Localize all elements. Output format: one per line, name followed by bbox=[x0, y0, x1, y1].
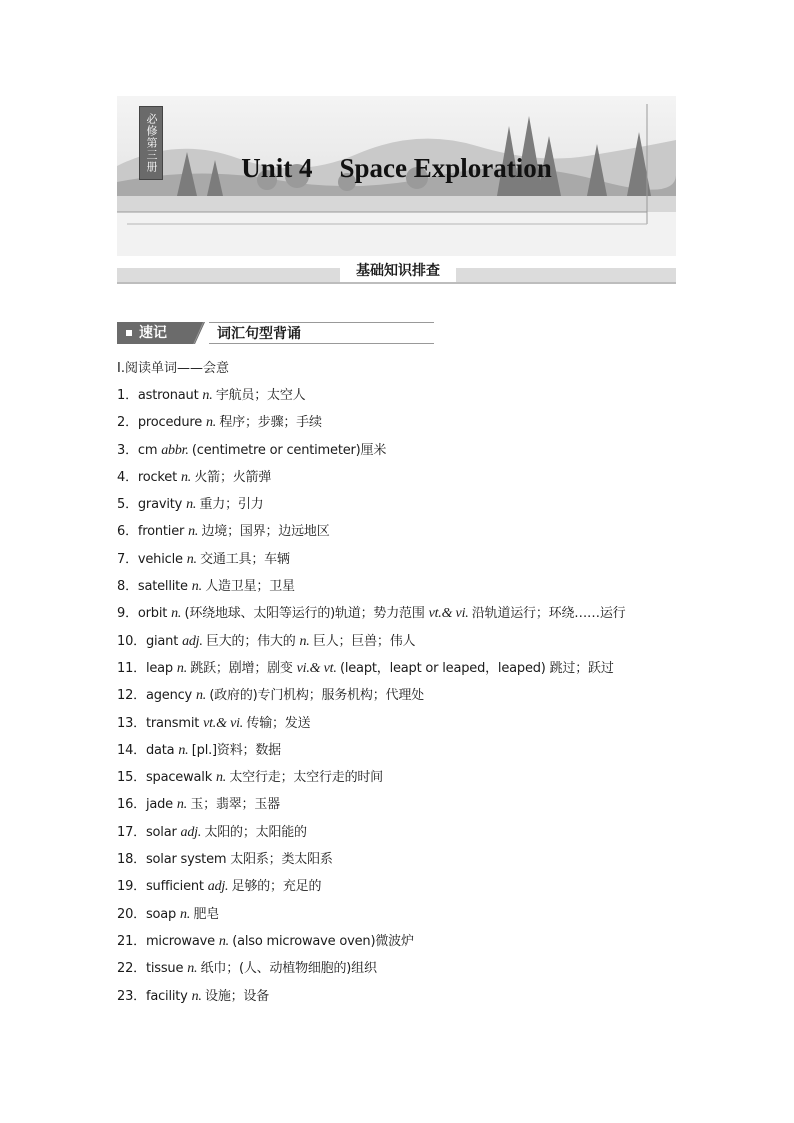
vocab-item bbox=[117, 550, 687, 577]
vocab-item bbox=[117, 686, 687, 713]
vocab-meaning: [pl.]资料；数据 bbox=[191, 742, 281, 758]
vocab-number: 8． bbox=[117, 579, 138, 595]
vocab-number: 22． bbox=[117, 961, 146, 977]
vocab-meaning: 程序；步骤；手续 bbox=[219, 415, 322, 431]
vocab-item bbox=[117, 741, 687, 768]
vocab-number: 6． bbox=[117, 524, 138, 540]
part-of-speech: n. bbox=[218, 933, 233, 949]
vocab-item bbox=[117, 714, 687, 741]
vocab-word: transmit bbox=[145, 715, 204, 731]
vocab-meaning: 宇航员；太空人 bbox=[215, 388, 306, 403]
vocab-item bbox=[117, 577, 687, 604]
part-of-speech: n. bbox=[176, 797, 191, 813]
section-title: 基础知识排查 bbox=[340, 260, 456, 282]
part-of-speech: adj. bbox=[207, 879, 232, 895]
square-bullet-icon bbox=[126, 330, 132, 336]
vocab-word: solar system bbox=[145, 852, 231, 868]
vocab-number: 2． bbox=[117, 415, 138, 431]
vocab-word: data bbox=[145, 742, 179, 758]
vocab-meaning: 太空行走；太空行走的时间 bbox=[229, 770, 383, 786]
vocab-number: 5． bbox=[117, 497, 138, 513]
vocab-item bbox=[117, 632, 687, 659]
subsection-heading: Ⅰ.阅读单词——会意 bbox=[117, 361, 229, 376]
part-of-speech: n. bbox=[178, 742, 192, 758]
vocab-number: 21． bbox=[117, 933, 146, 949]
part-of-speech: n. bbox=[191, 988, 206, 1004]
unit-title: Unit 4 Space Exploration bbox=[241, 153, 552, 183]
vocab-item bbox=[117, 468, 687, 495]
vocab-item bbox=[117, 659, 687, 686]
part-of-speech: n. bbox=[180, 469, 195, 485]
vocab-item bbox=[117, 441, 687, 468]
vocab-word: leap bbox=[145, 660, 177, 676]
vocab-word: procedure bbox=[137, 415, 206, 431]
vocab-item bbox=[117, 905, 687, 932]
vocab-item bbox=[117, 386, 687, 413]
vocab-item bbox=[117, 413, 687, 440]
vocab-meaning: 太阳的；太阳能的 bbox=[204, 824, 307, 840]
vocab-meaning: 纸巾；(人、动植物细胞的)组织 bbox=[200, 961, 377, 977]
vocab-item bbox=[117, 932, 687, 959]
part-of-speech: n. bbox=[202, 388, 216, 403]
vocab-number: 19． bbox=[117, 879, 146, 895]
part-of-speech: vt.& vi. bbox=[203, 715, 247, 731]
vocab-word: facility bbox=[145, 988, 192, 1004]
vocab-word: rocket bbox=[137, 469, 181, 485]
part-of-speech: n. bbox=[191, 579, 206, 595]
vocab-meaning-2: 巨人；巨兽；伟人 bbox=[312, 633, 416, 649]
vocab-item bbox=[117, 823, 687, 850]
vocab-meaning: 足够的；充足的 bbox=[231, 879, 322, 895]
part-of-speech: n. bbox=[195, 688, 210, 704]
part-of-speech: n. bbox=[205, 415, 220, 431]
part-of-speech-2: vt.& vi. bbox=[428, 606, 472, 622]
part-of-speech: n. bbox=[171, 606, 185, 622]
tag-slant-decoration bbox=[195, 322, 205, 344]
volume-tag: 必修第三册 bbox=[139, 106, 163, 180]
vocab-word: giant bbox=[145, 633, 183, 649]
vocab-meaning: 火箭；火箭弹 bbox=[194, 469, 272, 485]
vocab-number: 18． bbox=[117, 852, 146, 868]
vocab-word: solar bbox=[145, 824, 181, 840]
vocab-word: astronaut bbox=[137, 388, 203, 403]
part-of-speech-2: vi.& vt. bbox=[296, 660, 340, 676]
vocab-item bbox=[117, 768, 687, 795]
part-of-speech: n. bbox=[186, 497, 200, 513]
section-bar-underline bbox=[117, 282, 676, 284]
vocab-meaning: 太阳系；类太阳系 bbox=[230, 852, 333, 868]
vocab-number: 20． bbox=[117, 906, 146, 922]
vocab-item bbox=[117, 495, 687, 522]
part-of-speech: n. bbox=[188, 524, 202, 540]
vocab-number: 13． bbox=[117, 715, 146, 731]
vocab-word: orbit bbox=[137, 606, 172, 622]
vocab-meaning: (环绕地球、太阳等运行的)轨道；势力范围 bbox=[184, 606, 429, 622]
vocab-number: 4． bbox=[117, 469, 138, 485]
part-of-speech: n. bbox=[187, 961, 201, 977]
vocab-item bbox=[117, 850, 687, 877]
vocab-meaning: (centimetre or centimeter)厘米 bbox=[191, 442, 387, 458]
vocab-meaning: 交通工具；车辆 bbox=[200, 551, 290, 567]
vocab-meaning: 传输；发送 bbox=[246, 715, 311, 731]
tag-dark-text: 速记 bbox=[139, 325, 167, 341]
vocab-number: 10． bbox=[117, 633, 146, 649]
vocab-word: microwave bbox=[145, 933, 219, 949]
part-of-speech: n. bbox=[180, 906, 194, 922]
part-of-speech: n. bbox=[215, 770, 230, 786]
part-of-speech: abbr. bbox=[161, 442, 192, 458]
vocab-number: 3． bbox=[117, 442, 138, 458]
vocab-number: 7． bbox=[117, 551, 138, 567]
vocab-meaning: (also microwave oven)微波炉 bbox=[232, 933, 414, 949]
vocab-meaning: 重力；引力 bbox=[199, 497, 264, 513]
vocab-meaning: 设施；设备 bbox=[205, 988, 270, 1004]
part-of-speech: adj. bbox=[182, 633, 206, 649]
vocab-number: 12． bbox=[117, 688, 146, 704]
vocab-word: tissue bbox=[145, 961, 188, 977]
vocab-item bbox=[117, 522, 687, 549]
vocab-item bbox=[117, 604, 687, 631]
vocab-word: satellite bbox=[137, 579, 192, 595]
part-of-speech-2: n. bbox=[299, 633, 313, 649]
vocab-number: 23． bbox=[117, 988, 146, 1004]
vocab-number: 11． bbox=[117, 660, 146, 676]
vocab-word: agency bbox=[145, 688, 196, 704]
vocab-meaning: 边境；国界；边远地区 bbox=[201, 524, 330, 540]
vocab-word: jade bbox=[145, 797, 177, 813]
vocab-meaning: 人造卫星；卫星 bbox=[205, 579, 295, 595]
part-of-speech: n. bbox=[186, 551, 201, 567]
tag-light-text: 词汇句型背诵 bbox=[217, 326, 301, 342]
vocab-item bbox=[117, 987, 687, 1014]
vocab-item bbox=[117, 795, 687, 822]
vocab-number: 1． bbox=[117, 388, 138, 403]
part-of-speech: adj. bbox=[180, 824, 205, 840]
vocab-word: gravity bbox=[137, 497, 187, 513]
vocab-number: 9． bbox=[117, 606, 138, 622]
vocab-word: soap bbox=[145, 906, 181, 922]
vocab-word: sufficient bbox=[145, 879, 208, 895]
vocab-meaning: 玉；翡翠；玉器 bbox=[190, 797, 280, 813]
vocab-word: cm bbox=[137, 442, 162, 458]
vocab-item bbox=[117, 959, 687, 986]
vocab-meaning-2: (leapt，leapt or leaped，leaped) 跳过；跃过 bbox=[339, 660, 614, 676]
vocab-number: 17． bbox=[117, 824, 146, 840]
vocab-meaning: 肥皂 bbox=[193, 906, 220, 922]
vocab-meaning: (政府的)专门机构；服务机构；代理处 bbox=[209, 688, 424, 704]
vocab-meaning: 巨大的；伟大的 bbox=[205, 633, 300, 649]
vocab-meaning: 跳跃；剧增；剧变 bbox=[190, 660, 297, 676]
tag-dark-label bbox=[117, 322, 195, 344]
vocab-number: 15． bbox=[117, 770, 146, 786]
tag-light-label bbox=[209, 322, 434, 344]
vocab-word: spacewalk bbox=[145, 770, 216, 786]
part-of-speech: n. bbox=[176, 660, 191, 676]
vocab-number: 16． bbox=[117, 797, 146, 813]
vocab-list bbox=[117, 386, 687, 1014]
vocab-word: frontier bbox=[137, 524, 189, 540]
vocab-number: 14． bbox=[117, 742, 146, 758]
category-tag bbox=[117, 322, 434, 344]
vocab-meaning-2: 沿轨道运行；环绕……运行 bbox=[471, 606, 626, 622]
vocab-word: vehicle bbox=[137, 551, 187, 567]
vocab-item bbox=[117, 877, 687, 904]
